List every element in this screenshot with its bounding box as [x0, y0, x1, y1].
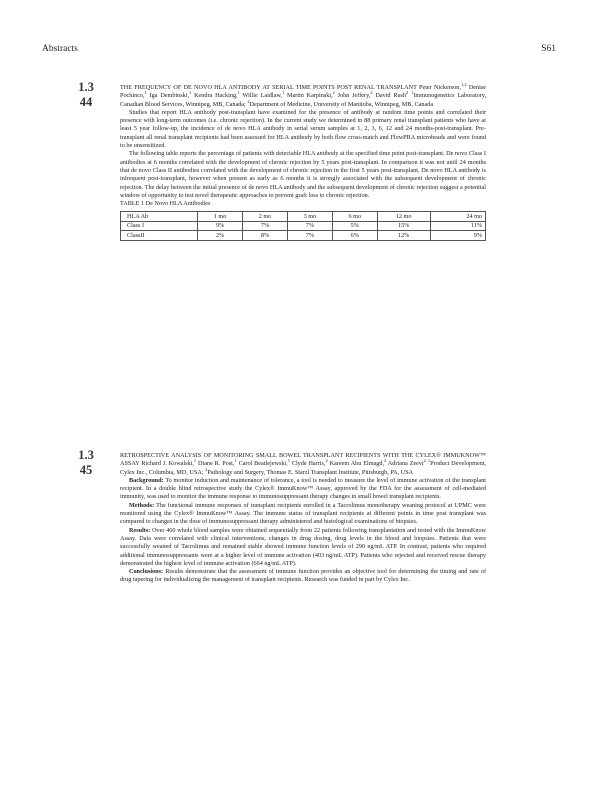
section-text: Over 460 whole blood samples were obtained sequentially from 22 patients following transplantation and tested with the ImmuKnow Assay. Data were correlated with clinical interventions, changes in drug dosing, drug levels in the blood and biopsies. Patients that were successfully weaned of Tacrolimus and remained stable showed immune function levels of 290 ng/mL ATP. In contrast, patients who required additional immunosuppressants were at a higher level of immune activation (403 ng/mL ATP). Patients who rejected and received rescue therapy demonstrated the highest level of immune activation (664 ng/mL ATP). — [120, 526, 487, 567]
table-cell: 9% — [430, 231, 485, 241]
abstract-title: RETROSPECTIVE ANALYSIS OF MONITORING SMALL BOWEL TRANSPLANT RECIPIENTS WITH THE CYLEX® IMMUKNOW™ ASSAY — [120, 452, 486, 468]
author-name: Kendra Hacking, — [194, 92, 238, 100]
author-affiliation-sup: 2 — [423, 458, 426, 464]
table-cell: 12% — [377, 231, 430, 241]
table-header-cell: 6 mo — [332, 212, 377, 222]
table-cell: ClassII — [121, 231, 198, 241]
section-label: Results: — [129, 526, 151, 534]
author-name: Adriana Zeevi — [387, 460, 424, 468]
abstract-number — [72, 448, 100, 478]
section-text: To monitor induction and maintenance of tolerance, a tool is needed to measure the level of immune activation of the transplant recipient. In a double blind retrospective study the Cylex® ImmuKnow™ Assay, approved by the FDA for the assessment of cell-mediated immunity, was used to monitor the immune response to immunosuppressant therapy changes in small bowel transplant recipients. — [120, 476, 487, 501]
author-name: Peter Nickerson, — [419, 84, 461, 91]
author-affiliation-sup: 2 — [406, 90, 409, 96]
section-label: Conclusions: — [129, 568, 164, 576]
affiliation: Pathology and Surgery, Thomas E. Starzl Transplant Institute, Pittsburgh, PA, USA — [207, 468, 414, 476]
author-name: Diane R. Post, — [198, 460, 235, 468]
table-cell: 9% — [198, 221, 243, 231]
table-header-cell: HLA Ab — [121, 212, 198, 222]
table-caption: TABLE 1 De Novo HLA Antibodies — [120, 200, 211, 208]
table-header-cell: 3 mo — [287, 212, 332, 222]
table-cell: 11% — [430, 221, 485, 231]
section-label: Methods: — [129, 501, 155, 509]
table-cell: 2% — [198, 231, 243, 241]
table-cell: 7% — [287, 221, 332, 231]
table-header-cell: 2 mo — [243, 212, 288, 222]
author-affiliation-sup: 2 — [370, 90, 373, 96]
data-table — [120, 211, 486, 241]
abstract-number-top: 1.3 — [78, 80, 94, 94]
affiliation-sup: 1 — [411, 90, 414, 96]
table-header-cell: 24 mo — [430, 212, 485, 222]
table-cell: 6% — [332, 231, 377, 241]
table-cell: Class I — [121, 221, 198, 231]
abstract-number-bottom: 44 — [79, 95, 93, 109]
section-text: The functional immune responses of transplant recipients enrolled in a Tacrolimus monotherapy weaning protocol at UPMC were monitored using the Cylex® ImmuKnow™ Assay. The immune status of transplant recipients at different points in time post transplant was compared to changes in the dose of immunosuppressant therapy administered and histological examinations of biopsies. — [120, 501, 487, 526]
author-affiliation-sup: 1 — [193, 458, 197, 464]
background-paragraph — [120, 477, 486, 502]
conclusions-paragraph — [120, 568, 486, 585]
affiliation: Product Development, Cylex Inc., Columbia, MD, USA; — [120, 460, 487, 476]
author-affiliation-sup: 1,2 — [460, 81, 467, 87]
author-name: Denise Pochinco, — [120, 84, 487, 100]
affiliation-sup: 1 — [427, 458, 431, 464]
author-affiliation-sup: 1 — [281, 90, 285, 96]
abstract-title: THE FREQUENCY OF DE NOVO HLA ANTIBODY AT SERIAL TIME POINTS POST RENAL TRANSPLANT — [120, 84, 417, 91]
abstract-body — [120, 452, 486, 585]
author-affiliation-sup: 2 — [325, 458, 328, 464]
author-affiliation-sup: 1 — [234, 458, 237, 464]
paragraph: The following table reports the percentage of patients with detectable HLA antibody at the specified time point post-transplant. De novo Class I antibodies at 6 months correlated with the development of chronic rejection by 5 years post-transplant. In comparison it was not until 24 months that de novo Class II antibodies correlated with the development of chronic rejection in the first 5 years post-transplant. De novo HLA antibody is infrequent post-transplant, however when present as early as 6 months it is strongly associated with the subsequent development of chronic rejection. The delay between the initial presence of de novo HLA antibody and the subsequent development of chronic rejection suggest a potential window of opportunity to test novel therapeutic approaches to prevent graft loss to chronic rejection. — [120, 150, 486, 199]
author-affiliation-sup: 2 — [332, 90, 335, 96]
author-affiliation-sup: 1 — [237, 90, 240, 96]
author-name: Iga Dembinski, — [149, 92, 190, 100]
author-name: David Rush — [375, 92, 407, 100]
abstract-body — [120, 81, 487, 241]
affiliation: Department of Medicine, University of Manitoba, Winnipeg, MB, Canada — [249, 100, 434, 108]
abstract-heading — [120, 452, 486, 477]
author-name: Carol Beatlejewski, — [238, 460, 288, 468]
table-header-row — [121, 212, 486, 222]
table-cell: 8% — [243, 231, 288, 241]
table-cell: 7% — [287, 231, 332, 241]
table-cell: 7% — [243, 221, 288, 231]
section-text: Results demonstrate that the assessment of immune function provides an objective tool for determining the timing and rate of drug tapering for individualizing the management of transplant recipients. Research was funded in part by Cylex Inc. — [120, 568, 487, 584]
table-cell: 15% — [377, 221, 430, 231]
abstract-heading — [120, 81, 487, 109]
author-name: Kareem Abu Elmagd, — [329, 460, 385, 468]
table-row — [121, 221, 486, 231]
author-affiliation-sup: 2 — [384, 458, 387, 464]
paragraph: Studies that report HLA antibody post-transplant have examined for the presence of antibody at random time points and correlated their presence with long-term outcomes (i.e. chronic rejection). In the current study we determined in 88 primary renal transplant patients who have at least 5 year follow-up, the incidence of de novo HLA antibody in serial serum samples at 1, 2, 3, 6, 12 and 24 months-post-transplant. Pre-transplant all renal transplant recipients had been assessed for HLA antibody by both flow cross-match and FlowPRA microbeads and were found to be unsensitized. — [120, 108, 486, 150]
results-paragraph — [120, 527, 486, 568]
table-cell: 5% — [332, 221, 377, 231]
author-name: John Jeffery, — [337, 92, 371, 100]
abstract-number-top: 1.3 — [78, 448, 94, 462]
section-label: Background: — [129, 476, 164, 484]
author-name: Willie Laidlaw, — [242, 92, 282, 100]
abstract-number-bottom: 45 — [79, 463, 93, 477]
page-number: S61 — [541, 44, 556, 54]
affiliation: Immunogenetics Laboratory, Canadian Blood Services, Winnipeg, MB, Canada; — [120, 92, 487, 108]
abstract-number — [72, 80, 100, 110]
author-list — [141, 460, 427, 467]
table-header-cell: 12 mo — [377, 212, 430, 222]
author-affiliation-sup: 1 — [144, 90, 147, 96]
running-header-left: Abstracts — [42, 44, 78, 54]
author-name: Martin Karpinski, — [287, 92, 333, 100]
table-row — [121, 231, 486, 241]
author-affiliation-sup: 1 — [287, 458, 290, 464]
affiliation-sup: 2 — [205, 466, 208, 472]
table-header-cell: 1 mo — [198, 212, 243, 222]
author-affiliation-sup: 1 — [189, 90, 192, 96]
affiliation-sup: 2 — [247, 98, 250, 104]
author-name: Richard J. Kowalski, — [141, 460, 194, 468]
methods-paragraph — [120, 502, 486, 527]
author-name: Clyde Harris, — [291, 460, 326, 468]
